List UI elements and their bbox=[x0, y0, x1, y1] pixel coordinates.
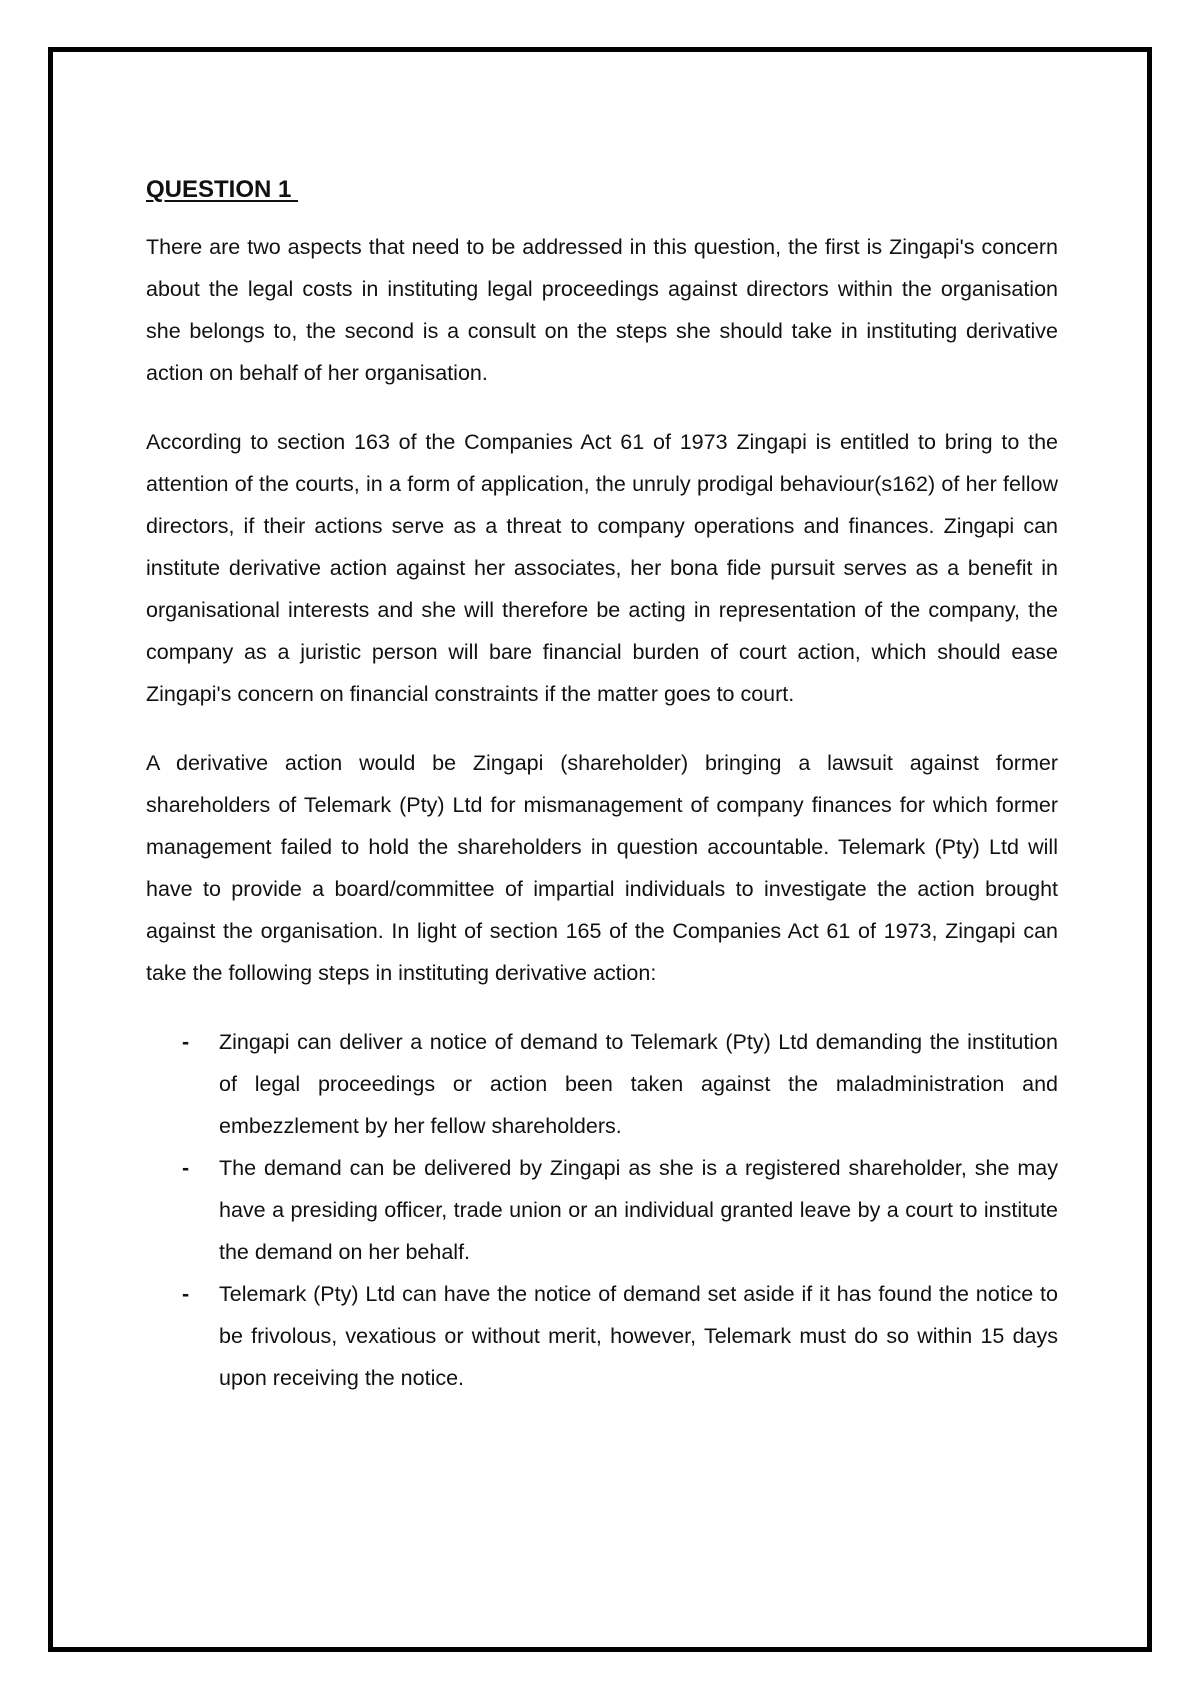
list-item-text: Zingapi can deliver a notice of demand to Telemark (Pty) Ltd demanding the institution of legal proceedings or action been taken against the maladministration and embezzlement by her fellow shareholders. bbox=[219, 1030, 1058, 1138]
list-item-text: Telemark (Pty) Ltd can have the notice of demand set aside if it has found the notice to be frivolous, vexatious or without merit, however, Telemark must do so within 15 days upon receiving the notice. bbox=[219, 1282, 1058, 1390]
document-body bbox=[146, 172, 1058, 1399]
bullet-dash: - bbox=[182, 1282, 190, 1306]
paragraph-derivative-action: A derivative action would be Zingapi (shareholder) bringing a lawsuit against former shareholders of Telemark (Pty) Ltd for mismanagement of company finances for which former management failed to hold the shareholders in question accountable. Telemark (Pty) Ltd will have to provide a board/committee of impartial individuals to investigate the action brought against the organisation. In light of section 165 of the Companies Act 61 of 1973, Zingapi can take the following steps in instituting derivative action: bbox=[146, 751, 1058, 985]
paragraph-section-163: According to section 163 of the Companies Act 61 of 1973 Zingapi is entitled to bring to the attention of the courts, in a form of application, the unruly prodigal behaviour(s162) of her fellow directors, if their actions serve as a threat to company operations and finances. Zingapi can institute derivative action against her associates, her bona fide pursuit serves as a benefit in organisational interests and she will therefore be acting in representation of the company, the company as a juristic person will bare financial burden of court action, which should ease Zingapi's concern on financial constraints if the matter goes to court. bbox=[146, 430, 1058, 706]
paragraph-intro: There are two aspects that need to be addressed in this question, the first is Zingapi's concern about the legal costs in instituting legal proceedings against directors within the organisation she belongs to, the second is a consult on the steps she should take in instituting derivative action on behalf of her organisation. bbox=[146, 235, 1058, 385]
bullet-dash: - bbox=[182, 1156, 190, 1180]
list-item bbox=[146, 1147, 1058, 1273]
bullet-dash: - bbox=[182, 1030, 190, 1054]
list-item bbox=[146, 1273, 1058, 1399]
list-item-text: The demand can be delivered by Zingapi as she is a registered shareholder, she may have a presiding officer, trade union or an individual granted leave by a court to institute the demand on her behalf. bbox=[219, 1156, 1058, 1264]
list-item bbox=[146, 1021, 1058, 1147]
steps-list bbox=[146, 1021, 1058, 1399]
question-heading: QUESTION 1 bbox=[146, 176, 299, 203]
